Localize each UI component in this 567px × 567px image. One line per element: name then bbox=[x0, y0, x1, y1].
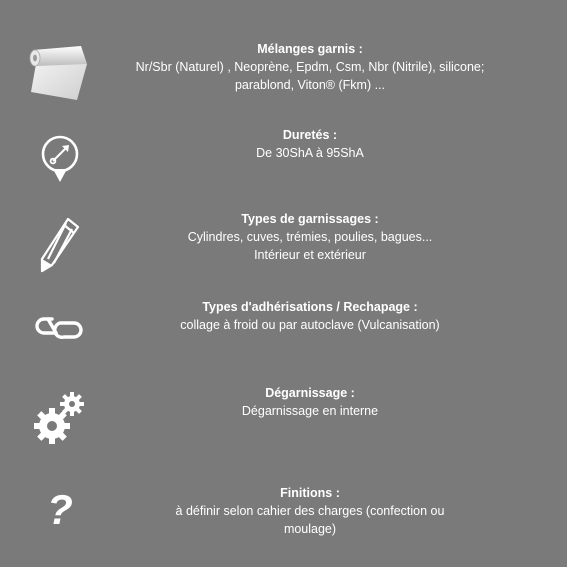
feature-title: Finitions : bbox=[280, 486, 340, 500]
feature-title: Dégarnissage : bbox=[265, 386, 355, 400]
feature-title: Mélanges garnis : bbox=[257, 42, 363, 56]
feature-text bbox=[110, 484, 510, 538]
feature-text bbox=[110, 384, 510, 420]
pencil-icon bbox=[28, 214, 92, 276]
svg-text:?: ? bbox=[47, 486, 73, 532]
feature-title: Types de garnissages : bbox=[241, 212, 379, 226]
feature-text bbox=[110, 210, 510, 264]
question-mark-icon bbox=[28, 484, 92, 534]
feature-line: Intérieur et extérieur bbox=[254, 248, 366, 262]
feature-text bbox=[110, 298, 510, 334]
chain-link-icon bbox=[28, 306, 92, 346]
feature-title: Duretés : bbox=[282, 128, 338, 142]
feature-line: à définir selon cahier des charges (confection ou bbox=[175, 504, 445, 518]
feature-line: Cylindres, cuves, trémies, poulies, bagues... bbox=[187, 230, 433, 244]
gears-icon bbox=[28, 386, 92, 450]
feature-line: parablond, Viton® (Fkm) ... bbox=[234, 78, 385, 92]
feature-text bbox=[110, 40, 510, 94]
feature-line: Dégarnissage en interne bbox=[241, 404, 379, 418]
gauge-icon bbox=[28, 130, 92, 190]
feature-text bbox=[110, 126, 510, 162]
feature-line: collage à froid ou par autoclave (Vulcanisation) bbox=[180, 318, 440, 332]
feature-line: moulage) bbox=[283, 522, 337, 536]
feature-title: Types d'adhérisations / Rechapage : bbox=[202, 300, 418, 314]
feature-line: Nr/Sbr (Naturel) , Neoprène, Epdm, Csm, Nbr (Nitrile), silicone; bbox=[135, 60, 485, 74]
feature-line: De 30ShA à 95ShA bbox=[256, 146, 364, 160]
rubber-roll-icon bbox=[28, 40, 92, 104]
